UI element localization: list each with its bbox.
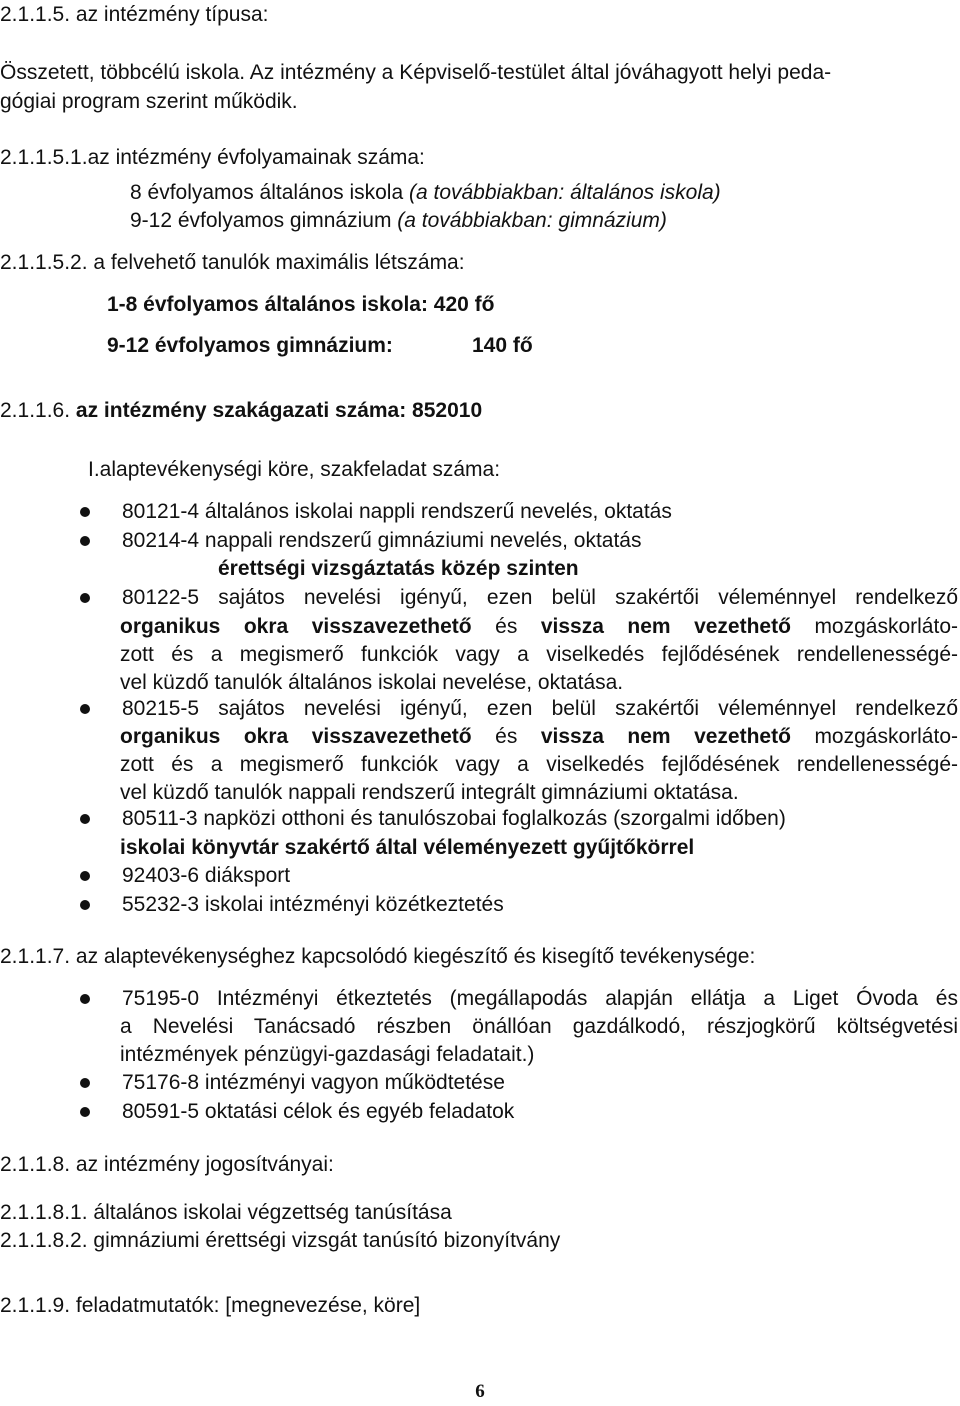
core-activity-item-7: 55232-3 iskolai intézményi közétkeztetés	[122, 893, 504, 916]
bullet-icon	[80, 704, 90, 714]
section-21182: 2.1.1.8.2. gimnáziumi érettségi vizsgát tanúsító bizonyítvány	[0, 1229, 561, 1252]
core-activity-item-3-line1: 80122-5 sajátos nevelési igényű, ezen belül szakértői véleménnyel rendelkező	[122, 586, 958, 609]
supplementary-item-2: 75176-8 intézményi vagyon működtetése	[122, 1071, 505, 1094]
core-activity-item-2-bold: érettségi vizsgáztatás közép szinten	[218, 557, 579, 580]
bullet-icon	[80, 507, 90, 517]
section-2119-heading: 2.1.1.9. feladatmutatók: [megnevezése, köre]	[0, 1294, 421, 1317]
bullet-icon	[80, 536, 90, 546]
core-activity-item-3-line4: vel küzdő tanulók általános iskolai nevelése, oktatása.	[120, 671, 624, 694]
bullet-icon	[80, 994, 90, 1004]
core-activity-item-4-line3: zott és a megismerő funkciók vagy a viselkedés fejlődésének rendellenességé-	[120, 753, 958, 776]
grade-level-elementary	[130, 178, 721, 207]
core-activity-item-2: 80214-4 nappali rendszerű gimnáziumi nevelés, oktatás	[122, 529, 642, 552]
subsection-21151-heading: 2.1.1.5.1.az intézmény évfolyamainak száma:	[0, 146, 425, 169]
core-activity-item-1: 80121-4 általános iskolai nappli rendszerű nevelés, oktatás	[122, 500, 672, 523]
page-number: 6	[475, 1381, 485, 1402]
supplementary-item-1-line2: a Nevelési Tanácsadó részben önállóan gazdálkodó, részjogkörű költségvetési	[120, 1015, 958, 1038]
supplementary-item-1-line1: 75195-0 Intézményi étkeztetés (megállapodás alapján ellátja a Liget Óvoda és	[122, 987, 958, 1010]
grade-level-elementary-note: (a továbbiakban: általános iskola)	[408, 181, 721, 204]
bullet-icon	[80, 871, 90, 881]
bullet-icon	[80, 814, 90, 824]
core-activity-item-4-line4: vel küzdő tanulók nappali rendszerű integrált gimnáziumi oktatása.	[120, 781, 739, 804]
core-activity-item-3-line3: zott és a megismerő funkciók vagy a viselkedés fejlődésének rendellenességé-	[120, 643, 958, 666]
section-2116-number: 2.1.1.6.	[0, 399, 71, 422]
bullet-icon	[80, 1078, 90, 1088]
institution-type-paragraph-line1: Összetett, többcélú iskola. Az intézmény a Képviselő-testület által jóváhagyott helyi peda-	[0, 61, 832, 84]
section-2116-title: az intézmény szakágazati száma: 852010	[75, 399, 483, 422]
core-activity-item-4-line2: organikus okra visszavezethető és vissza nem vezethető mozgáskorláto-	[120, 725, 958, 748]
section-2115-heading: 2.1.1.5. az intézmény típusa:	[0, 3, 269, 26]
core-activity-item-4-line1: 80215-5 sajátos nevelési igényű, ezen belül szakértői véleménnyel rendelkező	[122, 697, 958, 720]
capacity-elementary: 1-8 évfolyamos általános iskola: 420 fő	[107, 293, 495, 316]
grade-level-gymnasium-note: (a továbbiakban: gimnázium)	[397, 209, 667, 232]
grade-level-gymnasium	[130, 206, 667, 235]
core-activity-item-5-line1: 80511-3 napközi otthoni és tanulószobai foglalkozás (szorgalmi időben)	[122, 807, 786, 830]
section-2118-heading: 2.1.1.8. az intézmény jogosítványai:	[0, 1153, 334, 1176]
supplementary-item-1-line3: intézmények pénzügyi-gazdasági feladatait.)	[120, 1043, 535, 1066]
grade-level-gymnasium-main: 9-12 évfolyamos gimnázium	[130, 209, 398, 232]
capacity-gymnasium-label: 9-12 évfolyamos gimnázium:	[107, 334, 393, 357]
core-activity-intro: I.alaptevékenységi köre, szakfeladat száma:	[88, 458, 501, 481]
subsection-21152-heading: 2.1.1.5.2. a felvehető tanulók maximális létszáma:	[0, 251, 465, 274]
bullet-icon	[80, 1107, 90, 1117]
grade-level-elementary-main: 8 évfolyamos általános iskola	[130, 181, 409, 204]
capacity-gymnasium-value: 140 fő	[472, 334, 533, 357]
section-21181: 2.1.1.8.1. általános iskolai végzettség tanúsítása	[0, 1201, 452, 1224]
supplementary-item-3: 80591-5 oktatási célok és egyéb feladatok	[122, 1100, 515, 1123]
section-2117-heading: 2.1.1.7. az alaptevékenységhez kapcsolódó kiegészítő és kisegítő tevékenysége:	[0, 945, 756, 968]
section-2116-heading	[0, 396, 482, 425]
core-activity-item-3-line2: organikus okra visszavezethető és vissza nem vezethető mozgáskorláto-	[120, 615, 958, 638]
core-activity-item-5-line2: iskolai könyvtár szakértő által véleményezett gyűjtőkörrel	[120, 836, 695, 859]
bullet-icon	[80, 900, 90, 910]
bullet-icon	[80, 593, 90, 603]
institution-type-paragraph-line2: gógiai program szerint működik.	[0, 90, 298, 113]
core-activity-item-6: 92403-6 diáksport	[122, 864, 291, 887]
